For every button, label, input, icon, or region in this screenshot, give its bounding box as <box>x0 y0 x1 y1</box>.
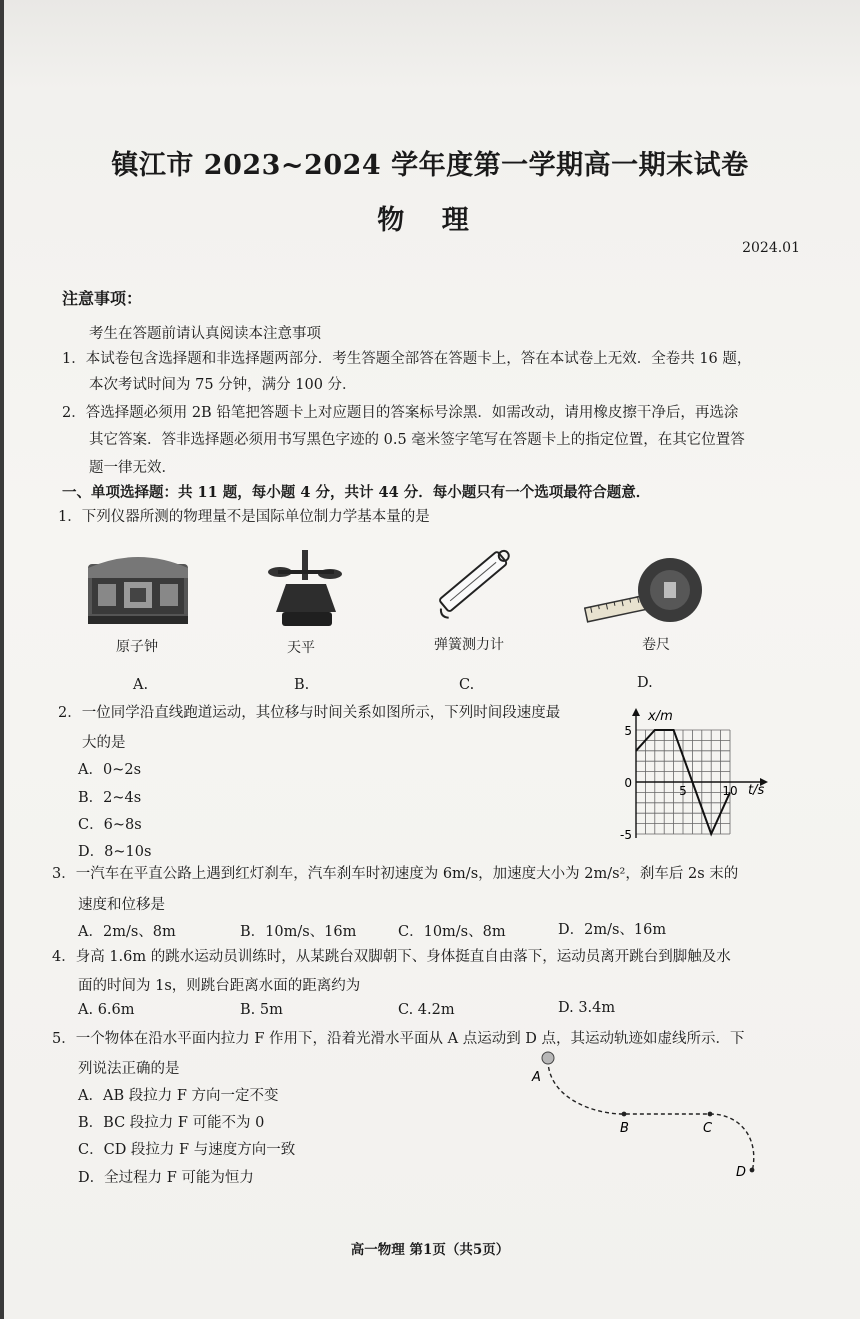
page-top-shading <box>0 0 860 90</box>
q1-caption-b: 天平 <box>287 640 315 656</box>
x-tick-label: 10 <box>722 784 738 798</box>
q4-option-d: D. 3.4m <box>558 1000 616 1016</box>
q5-option-c: C．CD 段拉力 F 与速度方向一致 <box>78 1142 296 1158</box>
q5-trajectory-diagram <box>520 1046 770 1182</box>
notice-item2-line2: 其它答案．答非选择题必须用书写黑色字迹的 0.5 毫米签字笔写在答题卡上的指定位置，在其它位置答 <box>89 432 745 448</box>
point-d-dot <box>750 1168 755 1173</box>
q1-stem: 1．下列仪器所测的物理量不是国际单位制力学基本量的是 <box>58 509 430 525</box>
q3-option-a: A．2m/s、8m <box>78 924 176 940</box>
q1-caption-c: 弹簧测力计 <box>434 637 504 653</box>
q2-option-d: D．8~10s <box>78 844 152 860</box>
q4-option-b: B. 5m <box>240 1002 283 1018</box>
exam-subject: 物 理 <box>377 205 483 236</box>
x-tick-label: 5 <box>679 784 687 798</box>
point-b-dot <box>622 1112 627 1117</box>
q5-stem-line1: 5．一个物体在沿水平面内拉力 F 作用下，沿着光滑水平面从 A 点运动到 D 点，其运动轨迹如虚线所示．下 <box>52 1031 745 1047</box>
q2-option-c: C．6~8s <box>78 817 142 833</box>
exam-title: 镇江市 2023~2024 学年度第一学期高一期末试卷 <box>111 150 749 181</box>
q5-option-a: A．AB 段拉力 F 方向一定不变 <box>78 1088 279 1104</box>
y-tick-label: 5 <box>624 724 632 738</box>
notice-item2-line1: 2．答选择题必须用 2B 铅笔把答题卡上对应题目的答案标号涂黑．如需改动，请用橡皮擦干净后，再选涂 <box>62 405 739 421</box>
chart-y-axis-label: x/m <box>648 709 673 724</box>
point-c-label: C <box>703 1121 713 1136</box>
y-tick-label: -5 <box>620 828 632 842</box>
point-a-label: A <box>532 1070 541 1085</box>
q1-letter-d: D. <box>637 675 653 691</box>
q3-stem-line2: 速度和位移是 <box>78 897 165 913</box>
q4-stem-line1: 4．身高 1.6m 的跳水运动员训练时，从某跳台双脚朝下、身体挺直自由落下，运动员离开跳台到脚触及水 <box>52 949 731 965</box>
notice-item2-line3: 题一律无效． <box>89 460 176 476</box>
trajectory-path <box>548 1060 754 1172</box>
q2-option-b: B．2~4s <box>78 790 142 806</box>
notice-heading: 注意事项： <box>62 289 143 308</box>
q1-letter-b: B. <box>294 677 310 693</box>
page-footer: 高一物理 第1页（共5页） <box>350 1242 510 1258</box>
q1-caption-d: 卷尺 <box>642 637 670 653</box>
q2-option-a: A．0~2s <box>78 762 142 778</box>
notice-item1-line2: 本次考试时间为 75 分钟，满分 100 分． <box>89 377 357 393</box>
q2-stem-line2: 大的是 <box>82 735 126 751</box>
q3-option-c: C．10m/s、8m <box>398 924 506 940</box>
notice-intro: 考生在答题前请认真阅读本注意事项 <box>89 326 321 342</box>
q5-option-d: D．全过程力 F 可能为恒力 <box>78 1170 254 1186</box>
point-a-ball <box>542 1052 554 1064</box>
y-axis-arrow <box>632 708 640 716</box>
balance-scale-icon <box>266 548 346 632</box>
section1-heading: 一、单项选择题：共 11 题，每小题 4 分，共计 44 分．每小题只有一个选项最符合题意． <box>62 484 651 501</box>
q3-stem-line1: 3．一汽车在平直公路上遇到红灯刹车，汽车刹车时初速度为 6m/s，加速度大小为 2m/s²，刹车后 2s 末的 <box>52 866 739 882</box>
spring-scale-icon <box>430 544 516 622</box>
q3-option-d: D．2m/s、16m <box>558 922 667 938</box>
q4-option-c: C. 4.2m <box>398 1002 455 1018</box>
point-c-dot <box>708 1112 713 1117</box>
q1-letter-c: C. <box>459 677 475 693</box>
chart-x-axis-label: t/s <box>748 783 765 798</box>
atomic-clock-icon <box>84 548 192 628</box>
tape-measure-icon <box>584 554 706 630</box>
notice-item1-line1: 1．本试卷包含选择题和非选择题两部分．考生答题全部答在答题卡上，答在本试卷上无效．全卷共 16 题， <box>62 351 752 367</box>
y-tick-label: 0 <box>624 776 632 790</box>
q3-option-b: B．10m/s、16m <box>240 924 357 940</box>
q2-xt-chart <box>616 700 776 850</box>
q5-option-b: B．BC 段拉力 F 可能不为 0 <box>78 1115 265 1131</box>
exam-date: 2024.01 <box>742 240 800 256</box>
q1-caption-a: 原子钟 <box>116 639 158 655</box>
point-b-label: B <box>620 1121 629 1136</box>
q4-option-a: A. 6.6m <box>78 1002 135 1018</box>
point-d-label: D <box>736 1165 747 1180</box>
q4-stem-line2: 面的时间为 1s，则跳台距离水面的距离约为 <box>78 978 361 994</box>
chart-axes <box>632 708 768 838</box>
q5-stem-line2: 列说法正确的是 <box>78 1061 180 1077</box>
q2-stem-line1: 2．一位同学沿直线跑道运动，其位移与时间关系如图所示，下列时间段速度最 <box>58 705 561 721</box>
q1-letter-a: A. <box>133 677 149 693</box>
